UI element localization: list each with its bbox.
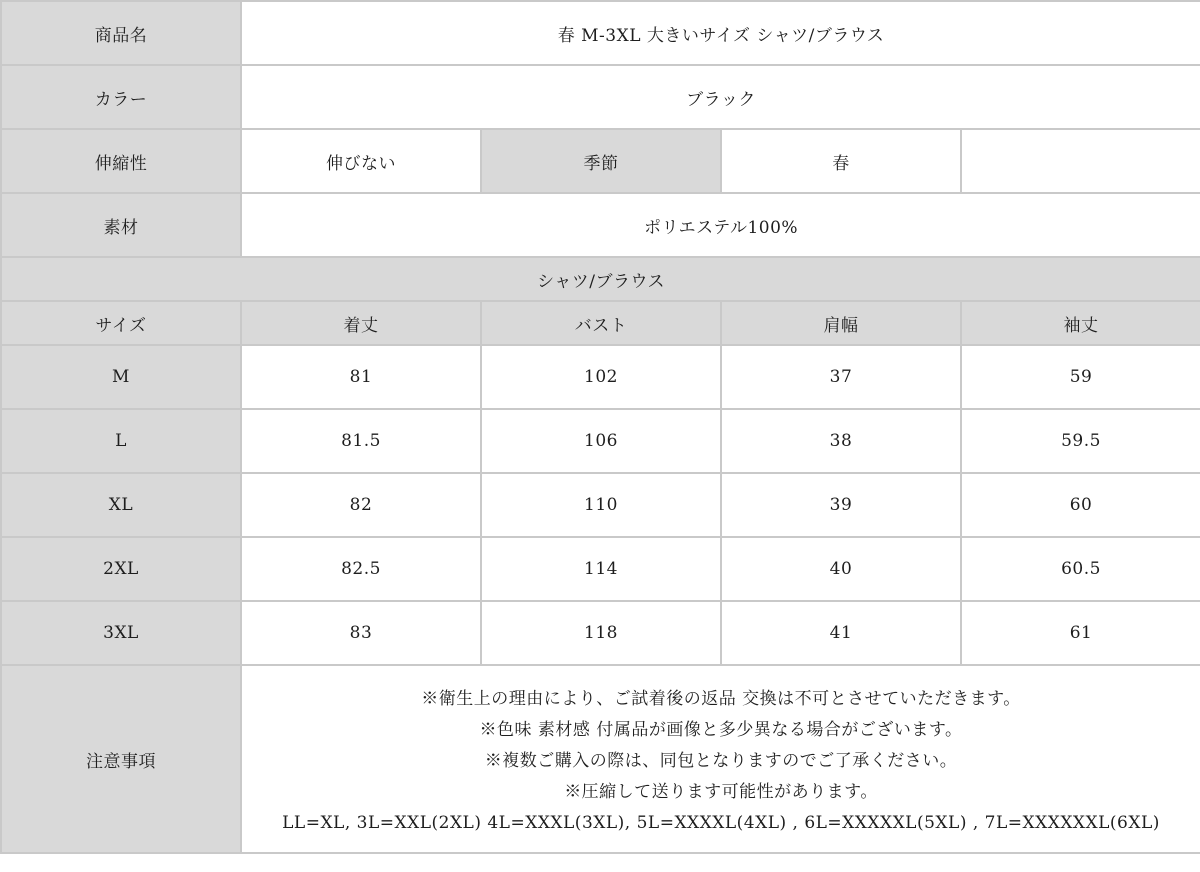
season-value: 春 bbox=[721, 129, 961, 193]
size-row bbox=[1, 473, 1200, 537]
length-cell: 82 bbox=[241, 473, 481, 537]
material-row bbox=[1, 193, 1200, 257]
header-sleeve: 袖丈 bbox=[961, 301, 1200, 345]
color-value: ブラック bbox=[241, 65, 1200, 129]
season-label: 季節 bbox=[481, 129, 721, 193]
notes-line: ※複数ご購入の際は、同包となりますのでご了承ください。 bbox=[484, 750, 958, 771]
length-cell: 82.5 bbox=[241, 537, 481, 601]
size-cell: 3XL bbox=[1, 601, 241, 665]
size-cell: M bbox=[1, 345, 241, 409]
sleeve-cell: 60.5 bbox=[961, 537, 1200, 601]
product-name-row bbox=[1, 1, 1200, 65]
shoulder-cell: 41 bbox=[721, 601, 961, 665]
notes-line: LL=XL, 3L=XXL(2XL) 4L=XXXL(3XL), 5L=XXXXL(4XL) , 6L=XXXXXL(5XL) , 7L=XXXXXXL(6XL) bbox=[282, 812, 1160, 833]
sleeve-cell: 60 bbox=[961, 473, 1200, 537]
color-row bbox=[1, 65, 1200, 129]
size-cell: L bbox=[1, 409, 241, 473]
size-row bbox=[1, 409, 1200, 473]
size-table-title-row bbox=[1, 257, 1200, 301]
size-cell: 2XL bbox=[1, 537, 241, 601]
size-row bbox=[1, 345, 1200, 409]
bust-cell: 102 bbox=[481, 345, 721, 409]
bust-cell: 114 bbox=[481, 537, 721, 601]
size-row bbox=[1, 537, 1200, 601]
sleeve-cell: 59.5 bbox=[961, 409, 1200, 473]
header-bust: バスト bbox=[481, 301, 721, 345]
stretch-season-row bbox=[1, 129, 1200, 193]
bust-cell: 118 bbox=[481, 601, 721, 665]
notes-row bbox=[1, 665, 1200, 853]
length-cell: 81 bbox=[241, 345, 481, 409]
product-name-value: 春 M-3XL 大きいサイズ シャツ/ブラウス bbox=[241, 1, 1200, 65]
shoulder-cell: 40 bbox=[721, 537, 961, 601]
notes-line: ※圧縮して送ります可能性があります。 bbox=[564, 781, 878, 802]
bust-cell: 106 bbox=[481, 409, 721, 473]
sleeve-cell: 59 bbox=[961, 345, 1200, 409]
bust-cell: 110 bbox=[481, 473, 721, 537]
stretch-label: 伸縮性 bbox=[1, 129, 241, 193]
product-name-label: 商品名 bbox=[1, 1, 241, 65]
material-label: 素材 bbox=[1, 193, 241, 257]
size-header-row bbox=[1, 301, 1200, 345]
material-value: ポリエステル100% bbox=[241, 193, 1200, 257]
notes-line: ※色味 素材感 付属品が画像と多少異なる場合がございます。 bbox=[479, 719, 963, 740]
size-row bbox=[1, 601, 1200, 665]
notes-label: 注意事項 bbox=[1, 665, 241, 853]
stretch-value: 伸びない bbox=[241, 129, 481, 193]
length-cell: 83 bbox=[241, 601, 481, 665]
notes-cell bbox=[241, 665, 1200, 853]
size-cell: XL bbox=[1, 473, 241, 537]
notes-list bbox=[242, 680, 1200, 839]
header-size: サイズ bbox=[1, 301, 241, 345]
shoulder-cell: 37 bbox=[721, 345, 961, 409]
size-table-title: シャツ/ブラウス bbox=[1, 257, 1200, 301]
header-length: 着丈 bbox=[241, 301, 481, 345]
header-shoulder: 肩幅 bbox=[721, 301, 961, 345]
sleeve-cell: 61 bbox=[961, 601, 1200, 665]
empty-cell bbox=[961, 129, 1200, 193]
length-cell: 81.5 bbox=[241, 409, 481, 473]
color-label: カラー bbox=[1, 65, 241, 129]
shoulder-cell: 39 bbox=[721, 473, 961, 537]
shoulder-cell: 38 bbox=[721, 409, 961, 473]
notes-line: ※衛生上の理由により、ご試着後の返品 交換は不可とさせていただきます。 bbox=[421, 688, 1021, 709]
